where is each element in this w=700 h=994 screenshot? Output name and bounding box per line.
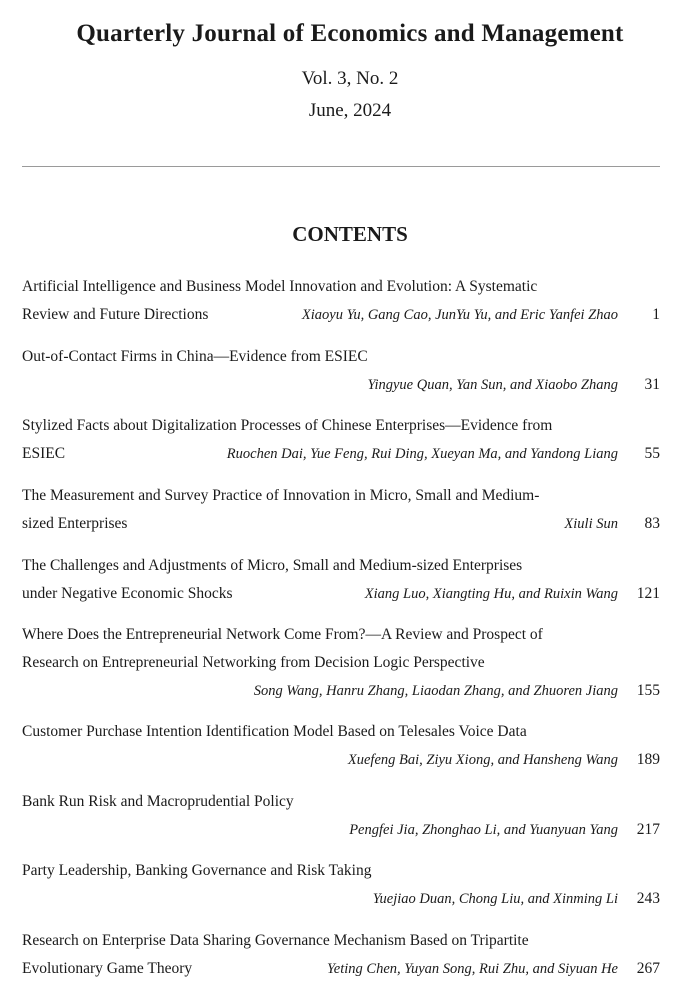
entry-title-line: Research on Entrepreneurial Networking from Decision Logic Perspective <box>22 654 485 671</box>
entry-authors: Ruochen Dai, Yue Feng, Rui Ding, Xueyan Ma, and Yandong Liang <box>226 446 618 462</box>
entry-title-line: under Negative Economic Shocks <box>22 585 233 602</box>
entry-title-line: Where Does the Entrepreneurial Network Come From?—A Review and Prospect of <box>22 626 543 643</box>
entry-title-line: Research on Enterprise Data Sharing Governance Mechanism Based on Tripartite <box>22 932 529 949</box>
entry-authors: Pengfei Jia, Zhonghao Li, and Yuanyuan Yang <box>349 822 618 838</box>
header-divider <box>22 166 660 167</box>
issue-date: June, 2024 <box>308 100 392 121</box>
entry-title-line: Evolutionary Game Theory <box>22 960 193 977</box>
entry-title-line: Stylized Facts about Digitalization Processes of Chinese Enterprises—Evidence from <box>22 417 553 434</box>
entry-title-line: sized Enterprises <box>22 515 128 532</box>
entry-page-number: 1 <box>652 306 660 323</box>
entry-title-line: Out-of-Contact Firms in China—Evidence from ESIEC <box>22 348 368 365</box>
entry-page-number: 31 <box>644 376 660 393</box>
entry-page-number: 189 <box>636 751 660 768</box>
entry-authors: Yingyue Quan, Yan Sun, and Xiaobo Zhang <box>367 377 618 393</box>
entry-title-line: Party Leadership, Banking Governance and Risk Taking <box>22 862 372 879</box>
entry-page-number: 83 <box>644 515 660 532</box>
entry-page-number: 267 <box>636 960 660 977</box>
entry-title-line: Bank Run Risk and Macroprudential Policy <box>22 793 294 810</box>
entry-page-number: 243 <box>636 890 660 907</box>
entry-page-number: 121 <box>636 585 660 602</box>
entry-title-line: ESIEC <box>22 445 66 462</box>
entry-title-line: The Measurement and Survey Practice of Innovation in Micro, Small and Medium- <box>22 487 540 504</box>
entry-authors: Xiang Luo, Xiangting Hu, and Ruixin Wang <box>364 586 618 602</box>
volume-issue: Vol. 3, No. 2 <box>301 68 399 89</box>
journal-title: Quarterly Journal of Economics and Management <box>76 20 624 47</box>
entry-title-line: Customer Purchase Intention Identification Model Based on Telesales Voice Data <box>22 723 527 740</box>
entry-authors: Yuejiao Duan, Chong Liu, and Xinming Li <box>372 891 618 907</box>
entry-page-number: 55 <box>644 445 660 462</box>
entry-title-line: Artificial Intelligence and Business Model Innovation and Evolution: A Systematic <box>22 278 538 295</box>
entry-title-line: The Challenges and Adjustments of Micro, Small and Medium-sized Enterprises <box>22 557 523 574</box>
entry-title-line: Review and Future Directions <box>22 306 209 323</box>
entry-page-number: 155 <box>636 682 660 699</box>
contents-heading: CONTENTS <box>292 222 408 246</box>
entry-authors: Xiuli Sun <box>564 516 618 532</box>
entry-authors: Yeting Chen, Yuyan Song, Rui Zhu, and Siyuan He <box>327 961 618 977</box>
entry-authors: Xiaoyu Yu, Gang Cao, JunYu Yu, and Eric Yanfei Zhao <box>301 307 618 323</box>
entry-authors: Xuefeng Bai, Ziyu Xiong, and Hansheng Wang <box>347 752 618 768</box>
entry-page-number: 217 <box>636 821 660 838</box>
entry-authors: Song Wang, Hanru Zhang, Liaodan Zhang, and Zhuoren Jiang <box>253 683 618 699</box>
